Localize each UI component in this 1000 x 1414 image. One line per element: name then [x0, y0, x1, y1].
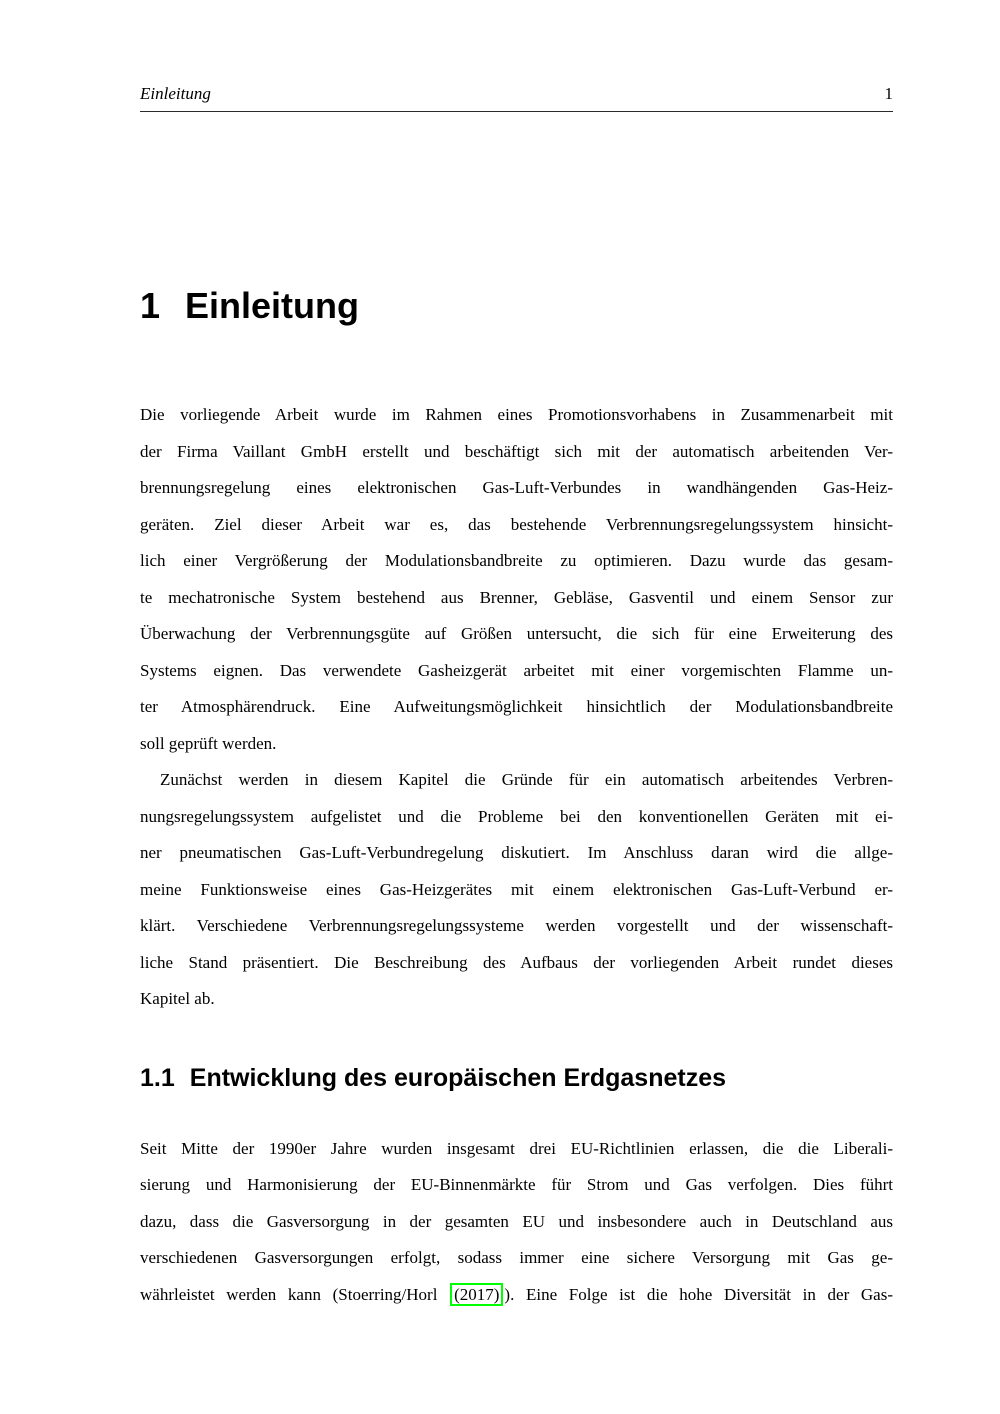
section-title: Entwicklung des europäischen Erdgasnetzes	[189, 1063, 727, 1092]
citation-pre-text: währleistet werden kann (Stoerring/Horl	[140, 1284, 450, 1304]
text-line: lich einer Vergrößerung der Modulationsbandbreite zu optimieren. Dazu wurde das gesam-	[140, 551, 893, 570]
paragraph-2	[140, 762, 893, 1018]
text-line: klärt. Verschiedene Verbrennungsregelungssysteme werden vorgestellt und der wissenschaft-	[140, 916, 893, 935]
text-line: dazu, dass die Gasversorgung in der gesamten EU und insbesondere auch in Deutschland aus	[140, 1211, 893, 1231]
text-line: nungsregelungssystem aufgelistet und die Probleme bei den konventionellen Geräten mit ei-	[140, 806, 893, 826]
running-header	[140, 84, 893, 112]
citation-line	[140, 1277, 893, 1314]
text-line: geräten. Ziel dieser Arbeit war es, das bestehende Verbrennungsregelungssystem hinsicht-	[140, 514, 893, 534]
text-line: brennungsregelung eines elektronischen Gas-Luft-Verbundes in wandhängenden Gas-Heiz-	[140, 478, 893, 497]
text-line: der Firma Vaillant GmbH erstellt und beschäftigt sich mit der automatisch arbeitenden Ver-	[140, 441, 893, 461]
text-line: liche Stand präsentiert. Die Beschreibung des Aufbaus der vorliegenden Arbeit rundet dieses	[140, 952, 893, 972]
section-heading	[140, 1063, 893, 1093]
text-line: verschiedenen Gasversorgungen erfolgt, sodass immer eine sichere Versorgung mit Gas ge-	[140, 1248, 893, 1267]
text-line: Überwachung der Verbrennungsgüte auf Größen untersucht, die sich für eine Erweiterung des	[140, 624, 893, 643]
text-line: ter Atmosphärendruck. Eine Aufweitungsmöglichkeit hinsichtlich der Modulationsbandbreite	[140, 697, 893, 716]
text-line: Systems eignen. Das verwendete Gasheizgerät arbeitet mit einer vorgemischten Flamme un-	[140, 660, 893, 680]
chapter-title: Einleitung	[185, 285, 360, 326]
section-number: 1.1	[140, 1063, 175, 1092]
citation-post-text: ). Eine Folge ist die hohe Diversität in der Gas-	[504, 1284, 893, 1304]
section-body-block	[140, 1131, 893, 1314]
running-title: Einleitung	[140, 84, 211, 103]
text-line: Kapitel ab.	[140, 989, 215, 1008]
text-line: sierung und Harmonisierung der EU-Binnenmärkte für Strom und Gas verfolgen. Dies führt	[140, 1175, 893, 1194]
chapter-intro-block	[140, 397, 893, 1018]
text-line: meine Funktionsweise eines Gas-Heizgerätes mit einem elektronischen Gas-Luft-Verbund er-	[140, 879, 893, 899]
text-line: soll geprüft werden.	[140, 733, 277, 753]
text-line: Zunächst werden in diesem Kapitel die Gründe für ein automatisch arbeitendes Verbren-	[160, 770, 893, 789]
text-line: te mechatronische System bestehend aus Brenner, Gebläse, Gasventil und einem Sensor zur	[140, 587, 893, 607]
paragraph-3	[140, 1131, 893, 1277]
text-line: ner pneumatischen Gas-Luft-Verbundregelung diskutiert. Im Anschluss daran wird die allge-	[140, 843, 893, 862]
text-line: Seit Mitte der 1990er Jahre wurden insgesamt drei EU-Richtlinien erlassen, die die Liberali-	[140, 1138, 893, 1158]
page-number: 1	[884, 84, 893, 103]
citation-link[interactable]: (2017)	[450, 1283, 503, 1306]
chapter-heading	[140, 285, 893, 327]
text-column	[140, 285, 893, 1313]
chapter-number: 1	[140, 285, 161, 326]
paragraph-1	[140, 397, 893, 762]
text-line: Die vorliegende Arbeit wurde im Rahmen eines Promotionsvorhabens in Zusammenarbeit mit	[140, 405, 893, 424]
